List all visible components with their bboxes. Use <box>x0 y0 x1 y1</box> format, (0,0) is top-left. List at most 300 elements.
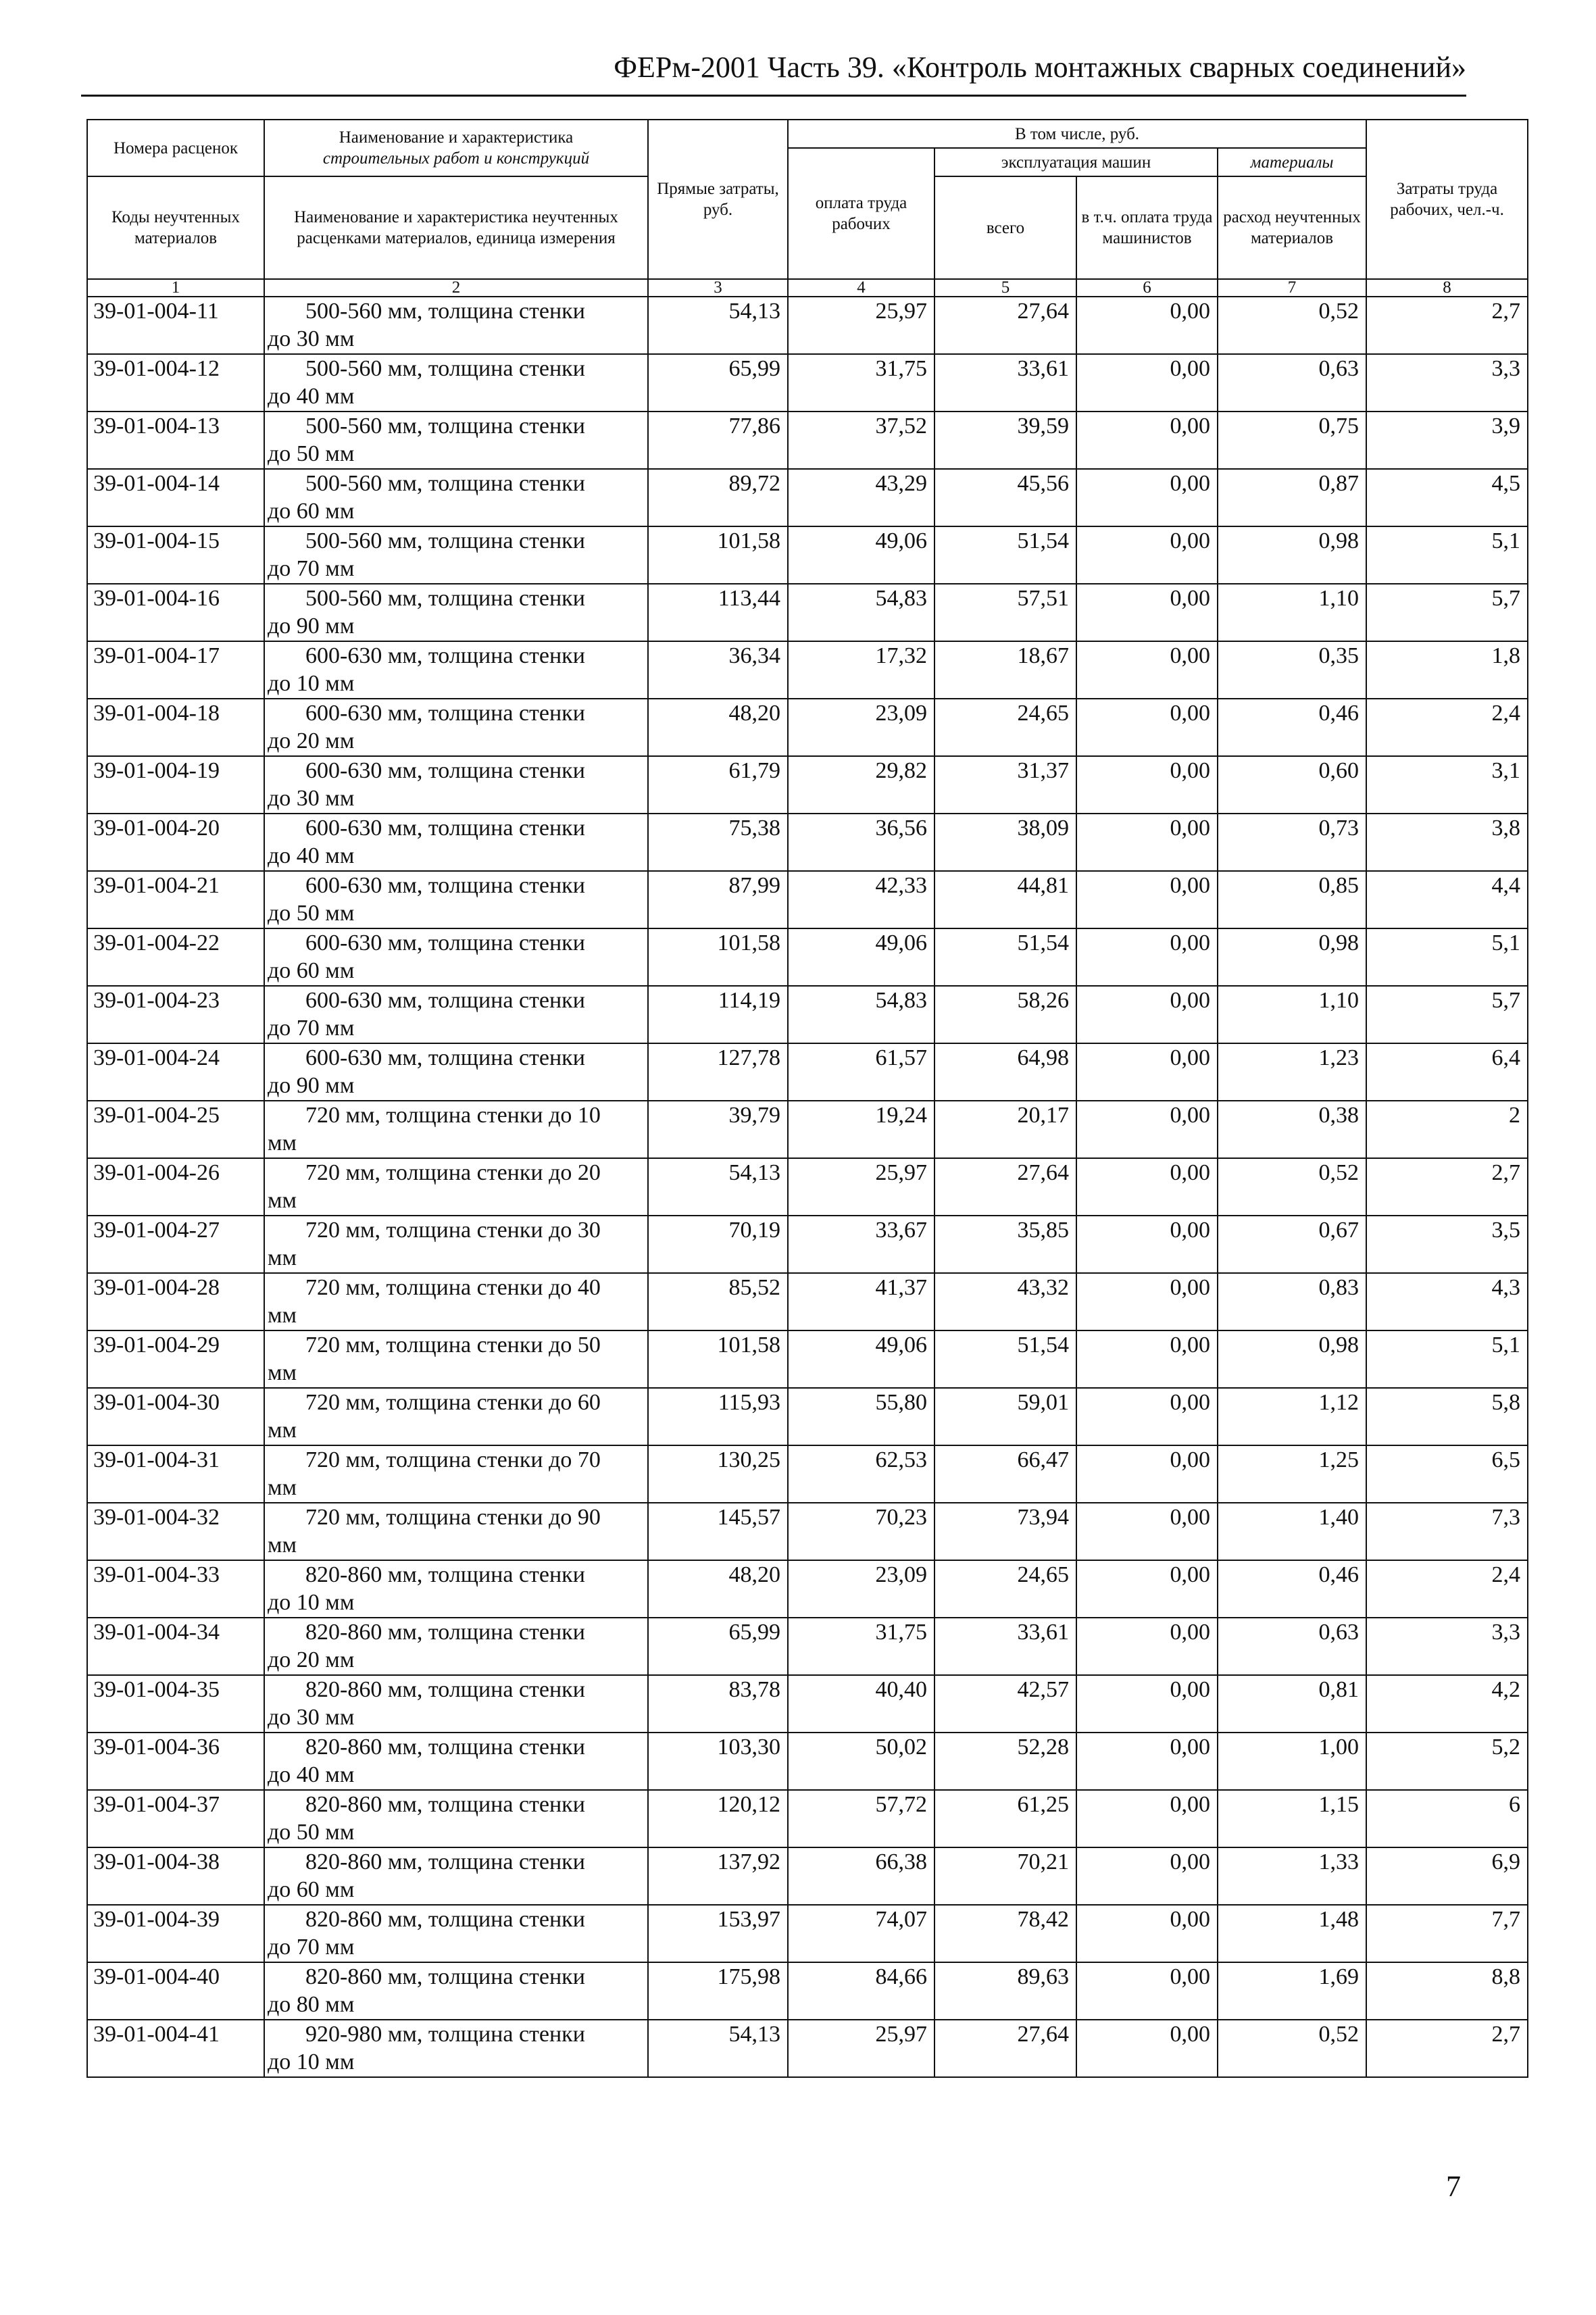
worker-pay: 49,06 <box>788 526 934 584</box>
table-row <box>87 1101 1528 1158</box>
direct-costs: 48,20 <box>648 1560 788 1618</box>
labor-costs: 8,8 <box>1366 1962 1528 2020</box>
worker-pay: 25,97 <box>788 297 934 354</box>
work-description-line1: 600-630 мм, толщина стенки <box>305 758 585 783</box>
materials-consumption: 0,38 <box>1218 1101 1366 1158</box>
work-description-line2: до 10 мм <box>268 1590 355 1615</box>
work-description-line2: до 40 мм <box>268 843 355 868</box>
work-description-line2: мм <box>268 1245 297 1270</box>
materials-consumption: 0,35 <box>1218 641 1366 699</box>
work-description <box>264 412 648 469</box>
machine-total: 24,65 <box>934 699 1076 756</box>
header-materials: материалы <box>1218 148 1366 176</box>
labor-costs: 3,1 <box>1366 756 1528 814</box>
rate-code: 39-01-004-36 <box>87 1733 264 1790</box>
machine-total: 51,54 <box>934 526 1076 584</box>
work-description <box>264 1445 648 1503</box>
machine-total: 24,65 <box>934 1560 1076 1618</box>
work-description-line2: до 50 мм <box>268 1820 355 1845</box>
work-description <box>264 1962 648 2020</box>
worker-pay: 36,56 <box>788 814 934 871</box>
direct-costs: 101,58 <box>648 1330 788 1388</box>
labor-costs: 6,9 <box>1366 1847 1528 1905</box>
rates-table <box>86 119 1528 2078</box>
work-description-line1: 600-630 мм, толщина стенки <box>305 643 585 668</box>
work-description-line1: 500-560 мм, толщина стенки <box>305 471 585 496</box>
work-description-line1: 820-860 мм, толщина стенки <box>305 1620 585 1645</box>
rate-code: 39-01-004-14 <box>87 469 264 526</box>
operator-pay: 0,00 <box>1076 1905 1218 1962</box>
operator-pay: 0,00 <box>1076 986 1218 1043</box>
materials-consumption: 0,46 <box>1218 699 1366 756</box>
machine-total: 57,51 <box>934 584 1076 641</box>
worker-pay: 49,06 <box>788 1330 934 1388</box>
labor-costs: 5,1 <box>1366 1330 1528 1388</box>
rate-code: 39-01-004-11 <box>87 297 264 354</box>
machine-total: 31,37 <box>934 756 1076 814</box>
work-description <box>264 1043 648 1101</box>
work-description-line1: 720 мм, толщина стенки до 50 <box>305 1333 601 1358</box>
direct-costs: 130,25 <box>648 1445 788 1503</box>
machine-total: 39,59 <box>934 412 1076 469</box>
materials-consumption: 1,15 <box>1218 1790 1366 1847</box>
machine-total: 52,28 <box>934 1733 1076 1790</box>
operator-pay: 0,00 <box>1076 1503 1218 1560</box>
work-description-line1: 720 мм, толщина стенки до 60 <box>305 1390 601 1415</box>
direct-costs: 127,78 <box>648 1043 788 1101</box>
direct-costs: 153,97 <box>648 1905 788 1962</box>
table-row <box>87 1330 1528 1388</box>
work-description-line2: до 60 мм <box>268 499 355 524</box>
work-description-line2: до 70 мм <box>268 1935 355 1960</box>
rate-code: 39-01-004-34 <box>87 1618 264 1675</box>
work-description-line1: 720 мм, толщина стенки до 30 <box>305 1218 601 1243</box>
rate-code: 39-01-004-30 <box>87 1388 264 1445</box>
work-description-line2: мм <box>268 1188 297 1213</box>
rate-code: 39-01-004-40 <box>87 1962 264 2020</box>
labor-costs: 5,7 <box>1366 584 1528 641</box>
rate-code: 39-01-004-32 <box>87 1503 264 1560</box>
operator-pay: 0,00 <box>1076 1560 1218 1618</box>
worker-pay: 33,67 <box>788 1216 934 1273</box>
machine-total: 51,54 <box>934 1330 1076 1388</box>
machine-total: 35,85 <box>934 1216 1076 1273</box>
machine-total: 38,09 <box>934 814 1076 871</box>
materials-consumption: 0,83 <box>1218 1273 1366 1330</box>
materials-consumption: 0,67 <box>1218 1216 1366 1273</box>
operator-pay: 0,00 <box>1076 526 1218 584</box>
direct-costs: 101,58 <box>648 526 788 584</box>
header-labor-costs: Затраты труда рабочих, чел.-ч. <box>1366 120 1528 279</box>
materials-consumption: 1,00 <box>1218 1733 1366 1790</box>
materials-consumption: 0,63 <box>1218 354 1366 412</box>
work-description <box>264 1158 648 1216</box>
work-description <box>264 526 648 584</box>
rate-code: 39-01-004-16 <box>87 584 264 641</box>
machine-total: 27,64 <box>934 2020 1076 2077</box>
worker-pay: 40,40 <box>788 1675 934 1733</box>
work-description-line2: до 20 мм <box>268 728 355 753</box>
work-description-line1: 500-560 мм, толщина стенки <box>305 586 585 611</box>
column-number: 5 <box>934 279 1076 297</box>
direct-costs: 89,72 <box>648 469 788 526</box>
work-description-line2: до 60 мм <box>268 958 355 983</box>
labor-costs: 7,7 <box>1366 1905 1528 1962</box>
header-rate-numbers: Номера расценок <box>87 120 264 176</box>
worker-pay: 74,07 <box>788 1905 934 1962</box>
work-description-line1: 720 мм, толщина стенки до 70 <box>305 1447 601 1472</box>
machine-total: 42,57 <box>934 1675 1076 1733</box>
materials-consumption: 1,25 <box>1218 1445 1366 1503</box>
operator-pay: 0,00 <box>1076 928 1218 986</box>
work-description <box>264 1618 648 1675</box>
materials-consumption: 0,52 <box>1218 2020 1366 2077</box>
rate-code: 39-01-004-21 <box>87 871 264 928</box>
work-description-line2: мм <box>268 1360 297 1385</box>
work-description-line1: 600-630 мм, толщина стенки <box>305 930 585 955</box>
work-description <box>264 469 648 526</box>
direct-costs: 48,20 <box>648 699 788 756</box>
rate-code: 39-01-004-20 <box>87 814 264 871</box>
materials-consumption: 1,12 <box>1218 1388 1366 1445</box>
direct-costs: 114,19 <box>648 986 788 1043</box>
header-machine-operation: эксплуатация машин <box>934 148 1218 176</box>
header-material-codes: Коды неучтенных материалов <box>87 176 264 279</box>
work-description-line2: до 20 мм <box>268 1647 355 1672</box>
column-number: 2 <box>264 279 648 297</box>
labor-costs: 2,4 <box>1366 1560 1528 1618</box>
work-description <box>264 1273 648 1330</box>
operator-pay: 0,00 <box>1076 1445 1218 1503</box>
table-row <box>87 986 1528 1043</box>
worker-pay: 29,82 <box>788 756 934 814</box>
labor-costs: 2 <box>1366 1101 1528 1158</box>
materials-consumption: 1,69 <box>1218 1962 1366 2020</box>
worker-pay: 17,32 <box>788 641 934 699</box>
materials-consumption: 0,73 <box>1218 814 1366 871</box>
direct-costs: 120,12 <box>648 1790 788 1847</box>
worker-pay: 42,33 <box>788 871 934 928</box>
work-description-line2: мм <box>268 1303 297 1328</box>
materials-consumption: 1,40 <box>1218 1503 1366 1560</box>
worker-pay: 31,75 <box>788 354 934 412</box>
labor-costs: 2,7 <box>1366 1158 1528 1216</box>
materials-consumption: 0,46 <box>1218 1560 1366 1618</box>
machine-total: 78,42 <box>934 1905 1076 1962</box>
worker-pay: 66,38 <box>788 1847 934 1905</box>
table-row <box>87 2020 1528 2077</box>
machine-total: 70,21 <box>934 1847 1076 1905</box>
work-description <box>264 1101 648 1158</box>
work-description <box>264 1733 648 1790</box>
direct-costs: 115,93 <box>648 1388 788 1445</box>
worker-pay: 19,24 <box>788 1101 934 1158</box>
worker-pay: 41,37 <box>788 1273 934 1330</box>
work-description-line2: до 30 мм <box>268 326 355 351</box>
labor-costs: 3,9 <box>1366 412 1528 469</box>
operator-pay: 0,00 <box>1076 1158 1218 1216</box>
table-row <box>87 1503 1528 1560</box>
worker-pay: 25,97 <box>788 1158 934 1216</box>
materials-consumption: 1,10 <box>1218 584 1366 641</box>
table-row <box>87 1790 1528 1847</box>
table-row <box>87 1962 1528 2020</box>
header-material-name: Наименование и характеристика неучтенных расценками материалов, единица измерения <box>264 176 648 279</box>
labor-costs: 3,8 <box>1366 814 1528 871</box>
work-description-line2: мм <box>268 1418 297 1443</box>
work-description-line2: до 70 мм <box>268 556 355 581</box>
table-row <box>87 1158 1528 1216</box>
rate-code: 39-01-004-27 <box>87 1216 264 1273</box>
direct-costs: 85,52 <box>648 1273 788 1330</box>
machine-total: 59,01 <box>934 1388 1076 1445</box>
work-description <box>264 1905 648 1962</box>
work-description-line2: до 40 мм <box>268 1762 355 1787</box>
rate-code: 39-01-004-19 <box>87 756 264 814</box>
operator-pay: 0,00 <box>1076 1388 1218 1445</box>
operator-pay: 0,00 <box>1076 1790 1218 1847</box>
direct-costs: 87,99 <box>648 871 788 928</box>
work-description <box>264 1675 648 1733</box>
work-description-line2: до 30 мм <box>268 786 355 811</box>
table-row <box>87 814 1528 871</box>
table-row <box>87 1216 1528 1273</box>
rate-code: 39-01-004-38 <box>87 1847 264 1905</box>
operator-pay: 0,00 <box>1076 584 1218 641</box>
work-description-line1: 720 мм, толщина стенки до 10 <box>305 1103 601 1128</box>
materials-consumption: 0,98 <box>1218 526 1366 584</box>
column-number: 3 <box>648 279 788 297</box>
work-description-line1: 600-630 мм, толщина стенки <box>305 988 585 1013</box>
column-number: 8 <box>1366 279 1528 297</box>
materials-consumption: 0,85 <box>1218 871 1366 928</box>
table-row <box>87 1733 1528 1790</box>
work-description-line1: 720 мм, толщина стенки до 20 <box>305 1160 601 1185</box>
materials-consumption: 0,98 <box>1218 928 1366 986</box>
table-row <box>87 584 1528 641</box>
table-row <box>87 526 1528 584</box>
materials-consumption: 0,75 <box>1218 412 1366 469</box>
materials-consumption: 0,81 <box>1218 1675 1366 1733</box>
labor-costs: 6 <box>1366 1790 1528 1847</box>
work-description-line2: до 90 мм <box>268 614 355 639</box>
direct-costs: 61,79 <box>648 756 788 814</box>
operator-pay: 0,00 <box>1076 1733 1218 1790</box>
worker-pay: 23,09 <box>788 1560 934 1618</box>
direct-costs: 103,30 <box>648 1733 788 1790</box>
worker-pay: 49,06 <box>788 928 934 986</box>
machine-total: 43,32 <box>934 1273 1076 1330</box>
operator-pay: 0,00 <box>1076 814 1218 871</box>
materials-consumption: 0,52 <box>1218 1158 1366 1216</box>
labor-costs: 2,7 <box>1366 2020 1528 2077</box>
labor-costs: 5,7 <box>1366 986 1528 1043</box>
rate-code: 39-01-004-39 <box>87 1905 264 1962</box>
work-description <box>264 1388 648 1445</box>
direct-costs: 54,13 <box>648 297 788 354</box>
work-description-line2: до 70 мм <box>268 1016 355 1041</box>
worker-pay: 70,23 <box>788 1503 934 1560</box>
operator-pay: 0,00 <box>1076 412 1218 469</box>
machine-total: 27,64 <box>934 1158 1076 1216</box>
machine-total: 66,47 <box>934 1445 1076 1503</box>
rate-code: 39-01-004-25 <box>87 1101 264 1158</box>
column-number-row <box>87 279 1528 297</box>
direct-costs: 145,57 <box>648 1503 788 1560</box>
direct-costs: 137,92 <box>648 1847 788 1905</box>
rate-code: 39-01-004-24 <box>87 1043 264 1101</box>
work-description-line1: 600-630 мм, толщина стенки <box>305 873 585 898</box>
worker-pay: 37,52 <box>788 412 934 469</box>
page-header: ФЕРм-2001 Часть 39. «Контроль монтажных сварных соединений» <box>81 53 1466 97</box>
materials-consumption: 0,52 <box>1218 297 1366 354</box>
work-description <box>264 1847 648 1905</box>
labor-costs: 3,3 <box>1366 1618 1528 1675</box>
table-row <box>87 699 1528 756</box>
rate-code: 39-01-004-22 <box>87 928 264 986</box>
work-description <box>264 1503 648 1560</box>
work-description-line1: 820-860 мм, толщина стенки <box>305 1562 585 1587</box>
materials-consumption: 0,87 <box>1218 469 1366 526</box>
direct-costs: 65,99 <box>648 1618 788 1675</box>
work-description-line1: 500-560 мм, толщина стенки <box>305 528 585 553</box>
rate-code: 39-01-004-41 <box>87 2020 264 2077</box>
work-description-line2: до 30 мм <box>268 1705 355 1730</box>
work-description <box>264 641 648 699</box>
header-operator-pay: в т.ч. оплата труда машинистов <box>1076 176 1218 279</box>
direct-costs: 54,13 <box>648 1158 788 1216</box>
work-description <box>264 1330 648 1388</box>
table-row <box>87 1675 1528 1733</box>
rate-code: 39-01-004-29 <box>87 1330 264 1388</box>
work-description-line1: 720 мм, толщина стенки до 40 <box>305 1275 601 1300</box>
operator-pay: 0,00 <box>1076 297 1218 354</box>
work-description-line1: 820-860 мм, толщина стенки <box>305 1735 585 1760</box>
work-description-line1: 820-860 мм, толщина стенки <box>305 1964 585 1989</box>
work-description-line1: 920-980 мм, толщина стенки <box>305 2022 585 2047</box>
machine-total: 33,61 <box>934 1618 1076 1675</box>
table-row <box>87 297 1528 354</box>
work-description-line1: 500-560 мм, толщина стенки <box>305 414 585 439</box>
table-row <box>87 1560 1528 1618</box>
work-description <box>264 584 648 641</box>
machine-total: 33,61 <box>934 354 1076 412</box>
work-description-line2: до 50 мм <box>268 901 355 926</box>
table-row <box>87 469 1528 526</box>
labor-costs: 2,4 <box>1366 699 1528 756</box>
rate-code: 39-01-004-35 <box>87 1675 264 1733</box>
header-unaccounted-materials: расход неучтенных материалов <box>1218 176 1366 279</box>
page-number: 7 <box>1446 2170 1461 2203</box>
header-work-name <box>264 120 648 176</box>
machine-total: 89,63 <box>934 1962 1076 2020</box>
column-number: 6 <box>1076 279 1218 297</box>
work-description <box>264 1560 648 1618</box>
work-description <box>264 2020 648 2077</box>
work-description-line2: до 90 мм <box>268 1073 355 1098</box>
machine-total: 20,17 <box>934 1101 1076 1158</box>
machine-total: 58,26 <box>934 986 1076 1043</box>
work-description <box>264 1790 648 1847</box>
work-description-line1: 600-630 мм, толщина стенки <box>305 701 585 726</box>
operator-pay: 0,00 <box>1076 1216 1218 1273</box>
direct-costs: 65,99 <box>648 354 788 412</box>
machine-total: 51,54 <box>934 928 1076 986</box>
work-description <box>264 1216 648 1273</box>
column-number: 7 <box>1218 279 1366 297</box>
work-description-line1: 820-860 мм, толщина стенки <box>305 1792 585 1817</box>
labor-costs: 7,3 <box>1366 1503 1528 1560</box>
table-row <box>87 1388 1528 1445</box>
work-description-line1: 820-860 мм, толщина стенки <box>305 1677 585 1702</box>
work-description-line2: мм <box>268 1475 297 1500</box>
direct-costs: 113,44 <box>648 584 788 641</box>
worker-pay: 84,66 <box>788 1962 934 2020</box>
work-description <box>264 756 648 814</box>
work-description-line1: 500-560 мм, толщина стенки <box>305 299 585 324</box>
operator-pay: 0,00 <box>1076 1618 1218 1675</box>
work-description <box>264 699 648 756</box>
table-row <box>87 641 1528 699</box>
machine-total: 73,94 <box>934 1503 1076 1560</box>
operator-pay: 0,00 <box>1076 354 1218 412</box>
materials-consumption: 1,48 <box>1218 1905 1366 1962</box>
direct-costs: 83,78 <box>648 1675 788 1733</box>
work-description-line1: 820-860 мм, толщина стенки <box>305 1849 585 1874</box>
table-row <box>87 1273 1528 1330</box>
labor-costs: 5,2 <box>1366 1733 1528 1790</box>
table-row <box>87 1445 1528 1503</box>
work-description <box>264 928 648 986</box>
materials-consumption: 1,33 <box>1218 1847 1366 1905</box>
header-work-name-italic: строительных работ и конструкций <box>322 149 590 168</box>
operator-pay: 0,00 <box>1076 871 1218 928</box>
operator-pay: 0,00 <box>1076 2020 1218 2077</box>
materials-consumption: 0,60 <box>1218 756 1366 814</box>
operator-pay: 0,00 <box>1076 699 1218 756</box>
work-description-line2: мм <box>268 1533 297 1558</box>
operator-pay: 0,00 <box>1076 1101 1218 1158</box>
table-row <box>87 1847 1528 1905</box>
work-description <box>264 354 648 412</box>
machine-total: 45,56 <box>934 469 1076 526</box>
labor-costs: 3,5 <box>1366 1216 1528 1273</box>
worker-pay: 54,83 <box>788 584 934 641</box>
table-row <box>87 1905 1528 1962</box>
work-description <box>264 986 648 1043</box>
work-description <box>264 814 648 871</box>
direct-costs: 70,19 <box>648 1216 788 1273</box>
table-row <box>87 1618 1528 1675</box>
rate-code: 39-01-004-12 <box>87 354 264 412</box>
labor-costs: 3,3 <box>1366 354 1528 412</box>
direct-costs: 36,34 <box>648 641 788 699</box>
work-description-line1: 500-560 мм, толщина стенки <box>305 356 585 381</box>
rate-code: 39-01-004-15 <box>87 526 264 584</box>
operator-pay: 0,00 <box>1076 1675 1218 1733</box>
header-machine-total: всего <box>934 176 1076 279</box>
worker-pay: 54,83 <box>788 986 934 1043</box>
materials-consumption: 0,98 <box>1218 1330 1366 1388</box>
materials-consumption: 0,63 <box>1218 1618 1366 1675</box>
machine-total: 44,81 <box>934 871 1076 928</box>
header-including: В том числе, руб. <box>788 120 1366 148</box>
rate-code: 39-01-004-23 <box>87 986 264 1043</box>
worker-pay: 55,80 <box>788 1388 934 1445</box>
work-description-line1: 820-860 мм, толщина стенки <box>305 1907 585 1932</box>
labor-costs: 1,8 <box>1366 641 1528 699</box>
table-row <box>87 871 1528 928</box>
